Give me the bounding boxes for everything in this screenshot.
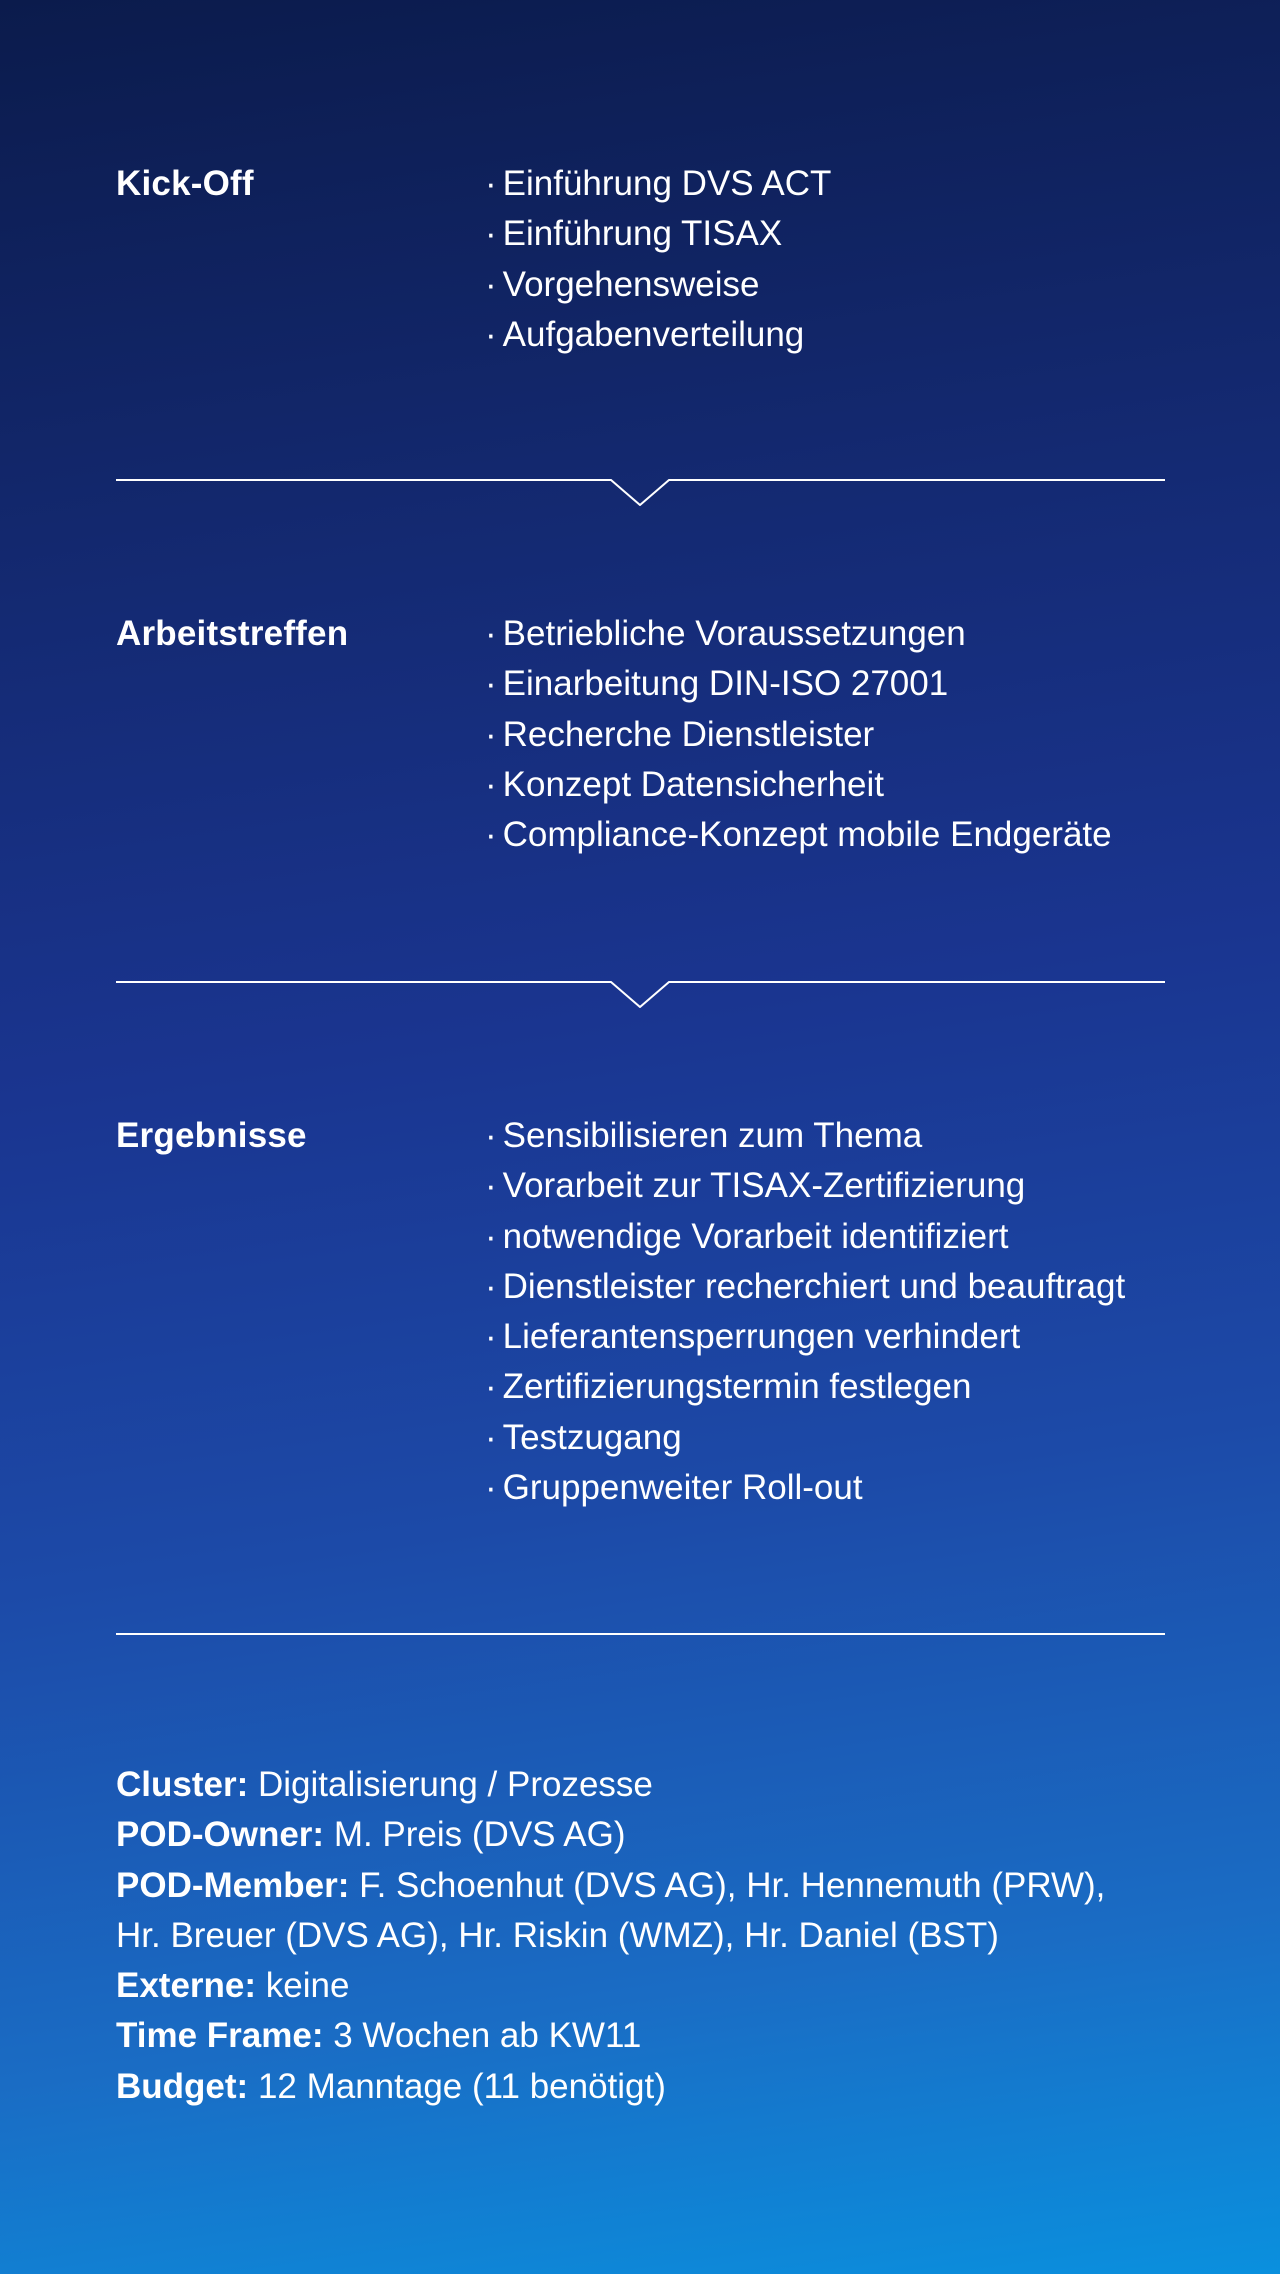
list-item: [485, 159, 831, 209]
list-item-text: Aufgabenverteilung: [502, 314, 805, 354]
section-ergebnisse: [116, 1111, 1166, 1513]
bullet: ·: [485, 1266, 497, 1306]
bullet: ·: [485, 815, 497, 855]
detail-time-frame: [116, 2011, 1196, 2061]
detail-label: Time Frame:: [116, 2016, 324, 2056]
list-item: [485, 1413, 1125, 1463]
list-item-text: Einführung TISAX: [502, 214, 783, 254]
list-item-text: Sensibilisieren zum Thema: [502, 1116, 923, 1155]
list-item: [485, 1161, 1125, 1211]
chevron-divider: [116, 466, 1165, 506]
list-item-text: Testzugang: [502, 1417, 682, 1457]
detail-value: 12 Manntage (11 benötigt): [257, 2066, 666, 2106]
list-item: [485, 609, 1112, 659]
list-item-text: Vorgehensweise: [502, 264, 760, 304]
list-item-text: Lieferantensperrungen verhindert: [502, 1317, 1021, 1357]
list-item: [485, 710, 1112, 760]
bullet: ·: [485, 1417, 497, 1457]
section-kickoff: [116, 159, 1166, 360]
list-item-text: Zertifizierungstermin festlegen: [502, 1367, 972, 1407]
list-item: [485, 1111, 1125, 1161]
bullet: ·: [485, 164, 497, 203]
bullet: ·: [485, 264, 497, 304]
bullet: ·: [485, 214, 497, 254]
detail-cluster: [116, 1760, 1196, 1810]
list-item-text: notwendige Vorarbeit identifiziert: [502, 1216, 1009, 1256]
detail-pod-member-continued: [116, 1911, 1196, 1961]
detail-value: Digitalisierung / Prozesse: [257, 1765, 653, 1804]
detail-budget: [116, 2062, 1196, 2112]
detail-value: M. Preis (DVS AG): [333, 1815, 626, 1855]
list-item: [485, 260, 831, 310]
ergebnisse-list: [485, 1111, 1125, 1513]
list-item-text: Vorarbeit zur TISAX-Zertifizierung: [502, 1166, 1026, 1206]
detail-value: Hr. Breuer (DVS AG), Hr. Riskin (WMZ), Hr. Daniel (BST): [116, 1915, 999, 1955]
section-title-arbeitstreffen: Arbeitstreffen: [116, 614, 349, 653]
bullet: ·: [485, 1166, 497, 1206]
list-item: [485, 209, 831, 259]
list-item: [485, 1463, 1125, 1513]
detail-value: 3 Wochen ab KW11: [333, 2016, 642, 2056]
list-item: [485, 810, 1112, 860]
detail-value: F. Schoenhut (DVS AG), Hr. Hennemuth (PRW),: [359, 1865, 1106, 1905]
list-item-text: Einarbeitung DIN-ISO 27001: [502, 664, 949, 704]
list-item: [485, 310, 831, 360]
list-item: [485, 1212, 1125, 1262]
project-details: [116, 1760, 1196, 2112]
list-item-text: Gruppenweiter Roll-out: [502, 1468, 863, 1508]
section-arbeitstreffen: [116, 609, 1166, 860]
list-item: [485, 1262, 1125, 1312]
chevron-divider: [116, 968, 1165, 1008]
detail-label: Externe:: [116, 1966, 257, 2006]
detail-pod-owner: [116, 1810, 1196, 1860]
bullet: ·: [485, 1317, 497, 1357]
bullet: ·: [485, 1216, 497, 1256]
bullet: ·: [485, 314, 497, 354]
bullet: ·: [485, 714, 497, 754]
list-item: [485, 659, 1112, 709]
list-item-text: Betriebliche Voraussetzungen: [502, 614, 966, 653]
kickoff-list: [485, 159, 831, 360]
detail-externe: [116, 1961, 1196, 2011]
detail-label: POD-Member:: [116, 1865, 350, 1905]
list-item: [485, 1362, 1125, 1412]
section-title-ergebnisse: Ergebnisse: [116, 1116, 307, 1155]
list-item-text: Konzept Datensicherheit: [502, 764, 884, 804]
detail-value: keine: [265, 1966, 350, 2006]
bullet: ·: [485, 764, 497, 804]
list-item: [485, 760, 1112, 810]
bullet: ·: [485, 1367, 497, 1407]
bullet: ·: [485, 664, 497, 704]
bullet: ·: [485, 1468, 497, 1508]
bullet: ·: [485, 614, 497, 653]
detail-label: Cluster:: [116, 1765, 249, 1804]
bullet: ·: [485, 1116, 497, 1155]
detail-label: POD-Owner:: [116, 1815, 325, 1855]
arbeitstreffen-list: [485, 609, 1112, 860]
list-item-text: Einführung DVS ACT: [502, 164, 832, 203]
plain-divider: [116, 1633, 1165, 1635]
detail-label: Budget:: [116, 2066, 249, 2106]
detail-pod-member: [116, 1861, 1196, 1911]
list-item-text: Compliance-Konzept mobile Endgeräte: [502, 815, 1112, 855]
list-item: [485, 1312, 1125, 1362]
list-item-text: Recherche Dienstleister: [502, 714, 875, 754]
section-title-kickoff: Kick-Off: [116, 164, 254, 203]
list-item-text: Dienstleister recherchiert und beauftragt: [502, 1266, 1126, 1306]
